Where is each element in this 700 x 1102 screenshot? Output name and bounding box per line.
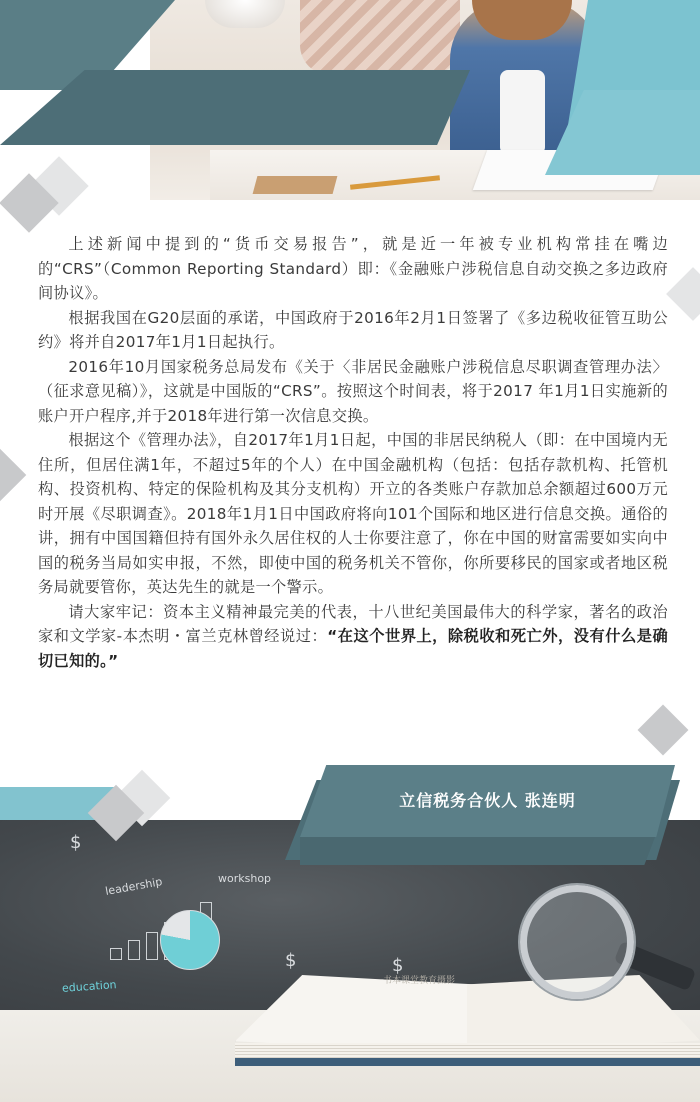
chalk-pie-chart [160,910,220,970]
paragraph-management-rules: 根据这个《管理办法》，自2017年1月1日起，中国的非居民纳税人（即：在中国境内无住所，但居住满1年，不超过5年的个人）在中国金融机构（包括：包括存款机构、托管机构、投资机构、特定的保险机构及其分支机构）开立的各类账户存款加总余额超过600万元时开展《尽职调查》。2018年1月1日中国政府将向101个国际和地区进行信息交换。通俗的讲，拥有中国国籍但持有国外永久居住权的人士你要注意了，你在中国的财富需要如实向中国的税务当局如实申报，不然，即使中国的税务机关不管你，你所要移民的国家或者地区税务局就要管你，英达先生的就是一个警示。 [38,431,668,596]
paragraph-china-crs: 2016年10月国家税务总局发布《关于〈非居民金融账户涉税信息尽职调查管理办法〉（征求意见稿）》，这就是中国版的“CRS”。按照这个时间表，将于2017 年1月1日实施新的账户开户程序,并于2018年进行第一次信息交换。 [38,357,668,425]
open-book-image [235,975,700,1070]
magnifier-icon [520,885,634,999]
chalk-dollar: $ [392,955,404,976]
quote-lead-text: 请大家牢记：资本主义精神最完美的代表，十八世纪美国最伟大的科学家，著名的政治家和文学家-本杰明・富兰克林曾经说过： [38,602,668,645]
chalk-dollar: $ [285,950,297,971]
paragraph-g20-commitment: 根据我国在G20层面的承诺，中国政府于2016年2月1日签署了《多边税收征管互助公约》将并自2017年1月1日起执行。 [38,308,668,351]
decor-diamond [666,267,700,321]
book-watermark: 书本课堂教育摄影 [383,976,456,986]
decor-band-shadow [300,837,655,865]
paragraph-crs-intro: 上述新闻中提到的“货币交易报告”，就是近一年被专业机构常挂在嘴边的“CRS”（Common Reporting Standard）即：《金融账户涉税信息自动交换之多边政府间协议》。 [38,235,668,302]
chalk-education: education [61,978,117,995]
book-cover [235,1058,700,1066]
shirt-shape [500,70,545,155]
chalk-workshop: workshop [218,872,272,885]
notebook-shape [253,176,338,194]
lamp-shape [205,0,285,28]
author-signature: 立信税务合伙人 张连明 [399,791,576,810]
decor-diamond [638,705,689,756]
decor-diamond [0,447,26,504]
header-banner [0,0,700,205]
quote-text: “在这个世界上，除税收和死亡外，没有什么是确切已知的。” [38,627,668,670]
article-body [38,232,668,673]
chalk-dollar: $ [70,832,82,853]
person-shape [300,0,460,75]
chalk-leadership: leadership [104,875,164,898]
paragraph-franklin-quote [38,600,668,674]
book-page-left [235,975,475,1053]
